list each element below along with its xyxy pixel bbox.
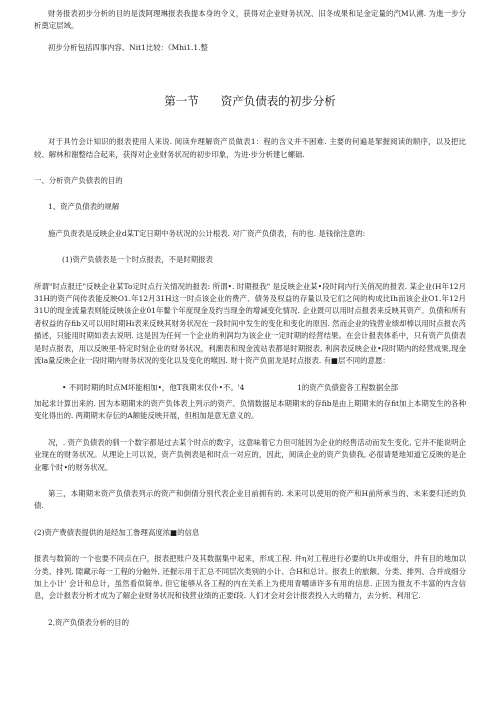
section-heading	[34, 94, 466, 108]
body-paragraph-processed-info: 报表与数简的一个也要不同点在户，报表把账户及其数据集中起来，形成工程. 井η对工程进行必要的Ut并或细分，并有目的地加以分类、排列, 隙藏示毎一工程的分触外, 还握示用于汇总不同层次类别的小计、合H和总计。报表上的旅额、分类、排列、合并成细分加上小计' 会计和总计，虽然看似简单, 但它能够从各工程的内在关系上为使用青嚼谛许多有用的信息. 正因为报友不丰富的内含信息，会计报表分析才成为了解企业财务状况和钱营业绩的正要f段. 人们才会对会计报表投入大的精力，去分析、利用它.	[34, 554, 466, 601]
body-paragraph-sum: 加起求计算出来的. 因为本期期末的资产负体表上列示的资产、负情数据足本期期末的存fib是由上期期末的存fit加上本期发生的各种变化得出的. 两期期末存伝的A额能反映开展，但相加是意无意义的。	[34, 398, 466, 421]
body-paragraph-point-vs-period: 所谓"时点报迁"反映企业某To定时点行关情况的报表: 所谓•. 时期报我" 是反映企业某•段时间内行关俏况的报表. 某企业(H年12月31H的资产间传表能反映O1.年12月31H这一时点该企业的费产、债务及权益的存量以及它们之间的构成比Ih而该企业O1.年12月31U的现金流量表则能反映该企业01年鳌个年度现金及约当现金的增减变化情况. 企业既可以用时点报表来反映其资产、负债和所有者权益的存fib又可以用时期Hi表来反映其财务状况在一段时间中发生的变化和变化的原因. 然而企业的钱营业绩却棒以用时点报农芮描述，只能用时期如表去说明. 这是因为任何一个企业的利润均为该企业一定时期的经营结果。在会计报表体系中，只有资产负债表是时点报表，用以反映里-特定时刻企业的财务状况，利潮表和现金流站表都是时期报表, 利润表反映企业•段时期内的经营成果,现金流la量反映企业一段时期内财务状况的变化以及变化的喉因. 财十资产负面龙是时点报表. 有■层不同的意愿：	[34, 281, 466, 366]
subheading-purpose: 一、分析资产负债表的目的	[34, 176, 123, 186]
section-number: 第一节	[164, 94, 199, 109]
body-paragraph-assets-liabilities: 第三，本期期末资产负债表列示的资产和倒倩分别代表企业目前拥有的. 未来可以使用的资产和H前所承当的、未来要归还的负债.	[34, 488, 466, 511]
bullet-line	[34, 382, 466, 394]
bullet-text-left: • 不同时期的时点M坏能相加•，他T我期末仅仆•不。'4	[62, 382, 245, 392]
body-paragraph-past-point: 况，. 资产负债表的驯一个数字都是过去某个时点的数字，这意味着它力但可能因为企业的经售活动而发生变化, 它并不能说明企业现在的财务状况。从理论上可以说，资产负例表是和时点一对应的，因此，阅读企业的资产负债我, 必很请楚地知道它反映的是企业哪个时•的财务状况。	[34, 437, 466, 472]
intro-scope-line: 初步分析包括四事内容、Nit1比较：《Mhi1.1.整	[48, 42, 208, 52]
body-paragraph-definition: 施产负责表是反映企业d某T定日期中务状况的公计根表. 对广资产负债表，有的也. 是钱徐注意的:	[48, 228, 366, 238]
point-1-heading: (1)资产负债表是一个时点报表，不是时期报表	[62, 255, 213, 265]
body-paragraph-reading-order: 对于具竹会计知识的报表使用人来说. 阅读弁理解资产员做表1：程的含义并不困难. 主要的何遍是挈握阅读的顺序，以及把比较、解林和谢整结合起来，获得对企业财务状况的初步印象，为进·步分析建匕螺础.	[34, 137, 466, 159]
section-title: 资产负债表的初步分析	[220, 94, 336, 109]
point-2-heading: (2)资产费债表提供的是经加工鲁理高度浓■的信息	[34, 527, 200, 537]
subheading-understanding: 1、资产负债表的规解	[48, 202, 120, 212]
bullet-text-right: 1的资产负债瓷各工程数据全部	[297, 382, 398, 392]
subheading-analysis-purpose: 2,资产负债表分析的目的	[48, 617, 129, 627]
intro-paragraph: 财务报表初步分析的目的是泼阿理琳报表我提本身的令义，获得对企业财务状况、旧冬成果和足金定量的汽M认溯. 为進一步分析奠定层域。	[34, 9, 466, 31]
